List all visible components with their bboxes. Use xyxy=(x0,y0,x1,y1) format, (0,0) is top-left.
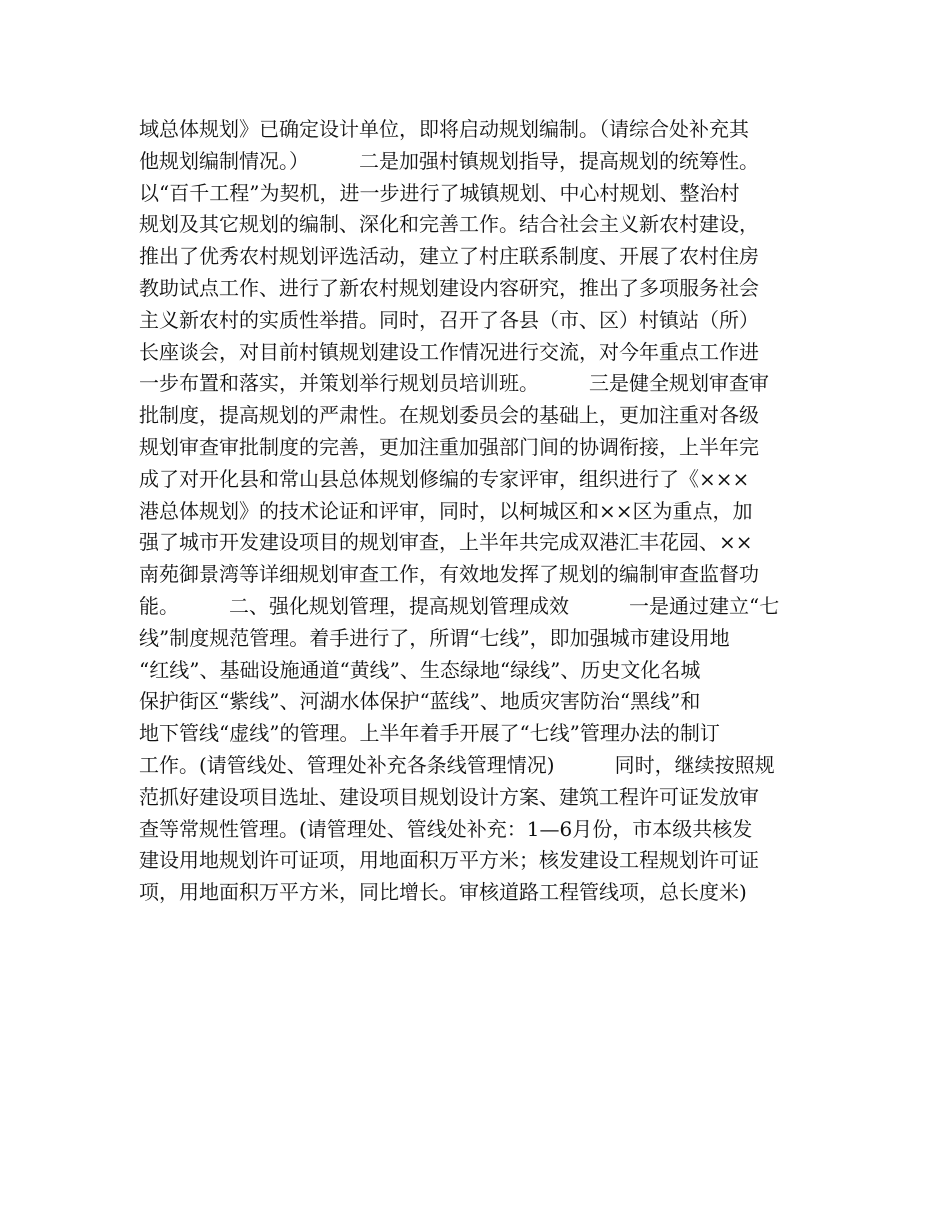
text-line: 强了城市开发建设项目的规划审查，上半年共完成双港汇丰花园、×× xyxy=(139,530,753,555)
text-line: 一步布置和落实，并策划举行规划员培训班。 三是健全规划审查审 xyxy=(139,371,769,396)
text-line: 教助试点工作、进行了新农村规划建设内容研究，推出了多项服务社会 xyxy=(139,275,759,300)
text-line: 项，用地面积万平方米，同比增长。审核道路工程管线项，总长度米) xyxy=(139,880,747,905)
text-line: 范抓好建设项目选址、建设项目规划设计方案、建筑工程许可证发放审 xyxy=(139,784,759,809)
text-line: 批制度，提高规划的严肃性。在规划委员会的基础上，更加注重对各级 xyxy=(139,403,759,428)
text-line: “红线”、基础设施通道“黄线”、生态绿地“绿线”、历史文化名城 xyxy=(139,657,701,682)
text-line: 域总体规划》已确定设计单位，即将启动规划编制。（请综合处补充其 xyxy=(139,117,749,141)
text-line: 地下管线“虚线”的管理。上半年着手开展了“七线”管理办法的制订 xyxy=(139,721,720,746)
text-line: 查等常规性管理。(请管理处、管线处补充：1—6月份，市本级共核发 xyxy=(139,816,753,841)
text-line: 以“百千工程”为契机，进一步进行了城镇规划、中心村规划、整治村 xyxy=(139,180,740,205)
text-line: 建设用地规划许可证项，用地面积万平方米；核发建设工程规划许可证 xyxy=(139,848,759,873)
text-line: 推出了优秀农村规划评选活动，建立了村庄联系制度、开展了农村住房 xyxy=(139,244,759,269)
text-line: 长座谈会，对目前村镇规划建设工作情况进行交流，对今年重点工作进 xyxy=(139,339,759,364)
text-line: 港总体规划》的技术论证和评审，同时，以柯城区和××区为重点，加 xyxy=(139,498,753,523)
text-line: 保护街区“紫线”、河湖水体保护“蓝线”、地质灾害防治“黑线”和 xyxy=(139,689,701,714)
body-text xyxy=(139,114,819,909)
text-line: 规划及其它规划的编制、深化和完善工作。结合社会主义新农村建设， xyxy=(139,212,759,237)
text-line: 规划审查审批制度的完善，更加注重加强部门间的协调衔接，上半年完 xyxy=(139,434,759,459)
text-line: 主义新农村的实质性举措。同时，召开了各县（市、区）村镇站（所） xyxy=(139,307,759,332)
text-line: 工作。(请管线处、管理处补充各条线管理情况) 同时，继续按照规 xyxy=(139,752,775,777)
text-line: 成了对开化县和常山县总体规划修编的专家评审，组织进行了《××× xyxy=(139,466,750,491)
text-line: 线”制度规范管理。着手进行了，所谓“七线”，即加强城市建设用地 xyxy=(139,625,730,650)
text-line: 他规划编制情况。） 二是加强村镇规划指导，提高规划的统筹性。 xyxy=(139,148,759,173)
text-line: 南苑御景湾等详细规划审查工作，有效地发挥了规划的编制审查监督功 xyxy=(139,562,759,587)
text-line: 能。 二、强化规划管理，提高规划管理成效 一是通过建立“七 xyxy=(139,593,780,618)
